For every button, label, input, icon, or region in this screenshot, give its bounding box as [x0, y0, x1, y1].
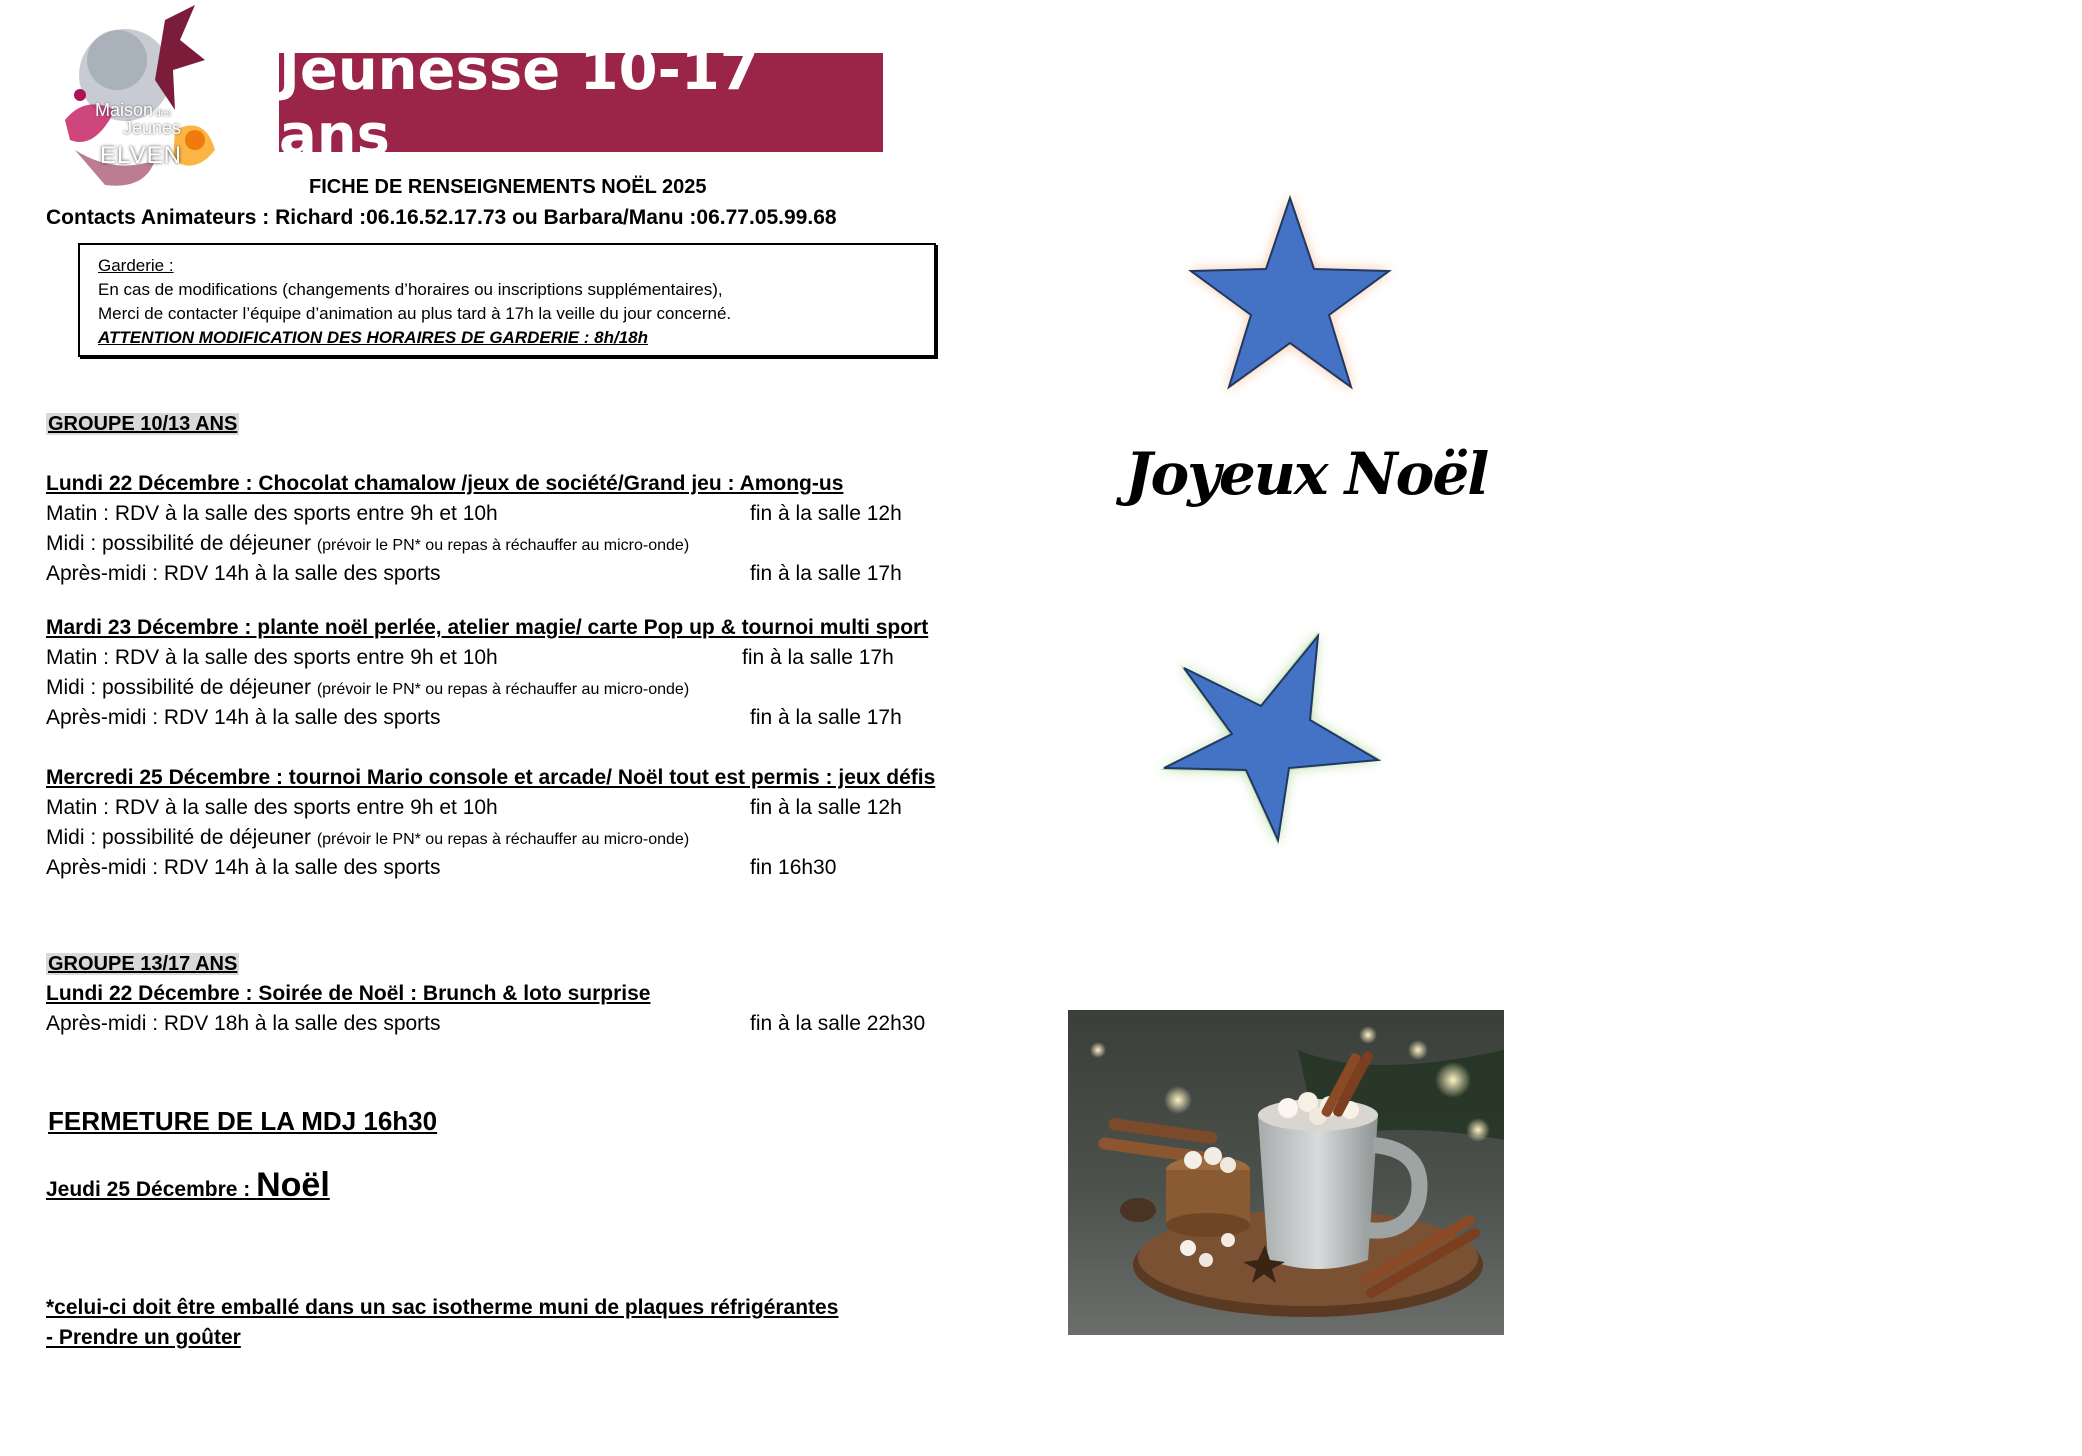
group1-day1-aprem: Après-midi : RDV 14h à la salle des sports: [46, 562, 441, 585]
group1-day3-matin: Matin : RDV à la salle des sports entre 9h et 10h: [46, 796, 498, 819]
group1-day3-matin-fin: fin à la salle 12h: [750, 796, 902, 819]
garderie-line-2: Merci de contacter l’équipe d’animation au plus tard à 17h la veille du jour concerné.: [98, 304, 732, 323]
group1-day2-heading: Mardi 23 Décembre : plante noël perlée, atelier magie/ carte Pop up & tournoi multi sport: [46, 616, 929, 639]
garderie-line-1: En cas de modifications (changements d’horaires ou inscriptions supplémentaires),: [98, 280, 723, 299]
group1-title: GROUPE 10/13 ANS: [48, 413, 238, 435]
group1-day3-heading: Mercredi 25 Décembre : tournoi Mario console et arcade/ Noël tout est permis : jeux défis: [46, 766, 936, 789]
jeudi-noel-big: Noël: [256, 1166, 330, 1204]
group1-day1-aprem-fin: fin à la salle 17h: [750, 562, 902, 585]
group1-day1-heading: Lundi 22 Décembre : Chocolat chamalow /jeux de société/Grand jeu : Among-us: [46, 472, 844, 495]
group2-aprem-fin: fin à la salle 22h30: [750, 1012, 926, 1035]
group1-day1-midi-text: Midi : possibilité de déjeuner: [46, 532, 317, 555]
page-title: Jeunesse 10-17 ans: [279, 53, 883, 152]
fermeture-notice: FERMETURE DE LA MDJ 16h30: [48, 1106, 438, 1136]
group1-title-row: [46, 412, 239, 436]
joyeux-noel-text: Joyeux Noël: [1125, 440, 1488, 508]
group1-day2-midi-text: Midi : possibilité de déjeuner: [46, 676, 317, 699]
group1-day2-aprem-fin: fin à la salle 17h: [750, 706, 902, 729]
garderie-box: [78, 243, 936, 357]
logo-maison-des-jeunes: [55, 0, 225, 200]
logo-text-des: des: [155, 108, 172, 119]
group1-day2-matin: Matin : RDV à la salle des sports entre 9h et 10h: [46, 646, 498, 669]
note-line-1: *celui-ci doit être emballé dans un sac isotherme muni de plaques réfrigérantes: [46, 1296, 839, 1319]
fiche-heading: FICHE DE RENSEIGNEMENTS NOËL 2025: [309, 176, 707, 198]
group1-day2-matin-fin: fin à la salle 17h: [742, 646, 894, 669]
group1-day3-midi-text: Midi : possibilité de déjeuner: [46, 826, 317, 849]
group2-title-row: [46, 952, 239, 976]
group1-day2-midi-note: (prévoir le PN* ou repas à réchauffer au micro-onde): [316, 681, 690, 698]
group2-title: GROUPE 13/17 ANS: [48, 953, 238, 975]
group1-day1-midi: [46, 532, 689, 556]
group1-day3-aprem: Après-midi : RDV 14h à la salle des sports: [46, 856, 441, 879]
group1-day1-matin-fin: fin à la salle 12h: [750, 502, 902, 525]
jeudi-label: Jeudi 25 Décembre :: [46, 1178, 257, 1201]
group1-day2-midi: [46, 676, 689, 700]
group1-day3-aprem-fin: fin 16h30: [750, 856, 837, 879]
group2-aprem: Après-midi : RDV 18h à la salle des sports: [46, 1012, 441, 1035]
group1-day1-midi-note: (prévoir le PN* ou repas à réchauffer au micro-onde): [316, 537, 690, 554]
contacts-line: Contacts Animateurs : Richard :06.16.52.17.73 ou Barbara/Manu :06.77.05.99.68: [46, 206, 837, 229]
garderie-attention: ATTENTION MODIFICATION DES HORAIRES DE GARDERIE : 8h/18h: [98, 328, 649, 347]
group1-day1-matin: Matin : RDV à la salle des sports entre 9h et 10h: [46, 502, 498, 525]
group1-day2-aprem: Après-midi : RDV 14h à la salle des sports: [46, 706, 441, 729]
group1-day3-midi-note: (prévoir le PN* ou repas à réchauffer au micro-onde): [316, 831, 690, 848]
logo-text-jeunes: Jeunes: [123, 118, 182, 138]
group2-heading: Lundi 22 Décembre : Soirée de Noël : Brunch & loto surprise: [46, 982, 651, 1005]
garderie-heading: Garderie :: [98, 256, 174, 275]
star-green-glow-icon: [1150, 620, 1400, 860]
hot-chocolate-photo: [1068, 1010, 1504, 1335]
logo-text-elven: ELVEN: [100, 142, 182, 169]
group1-day3-midi: [46, 826, 689, 850]
note-line-2: - Prendre un goûter: [46, 1326, 241, 1349]
star-orange-glow-icon: [1170, 180, 1410, 410]
logo-text-maison: Maison: [95, 100, 154, 120]
jeudi-noel: [46, 1166, 330, 1205]
